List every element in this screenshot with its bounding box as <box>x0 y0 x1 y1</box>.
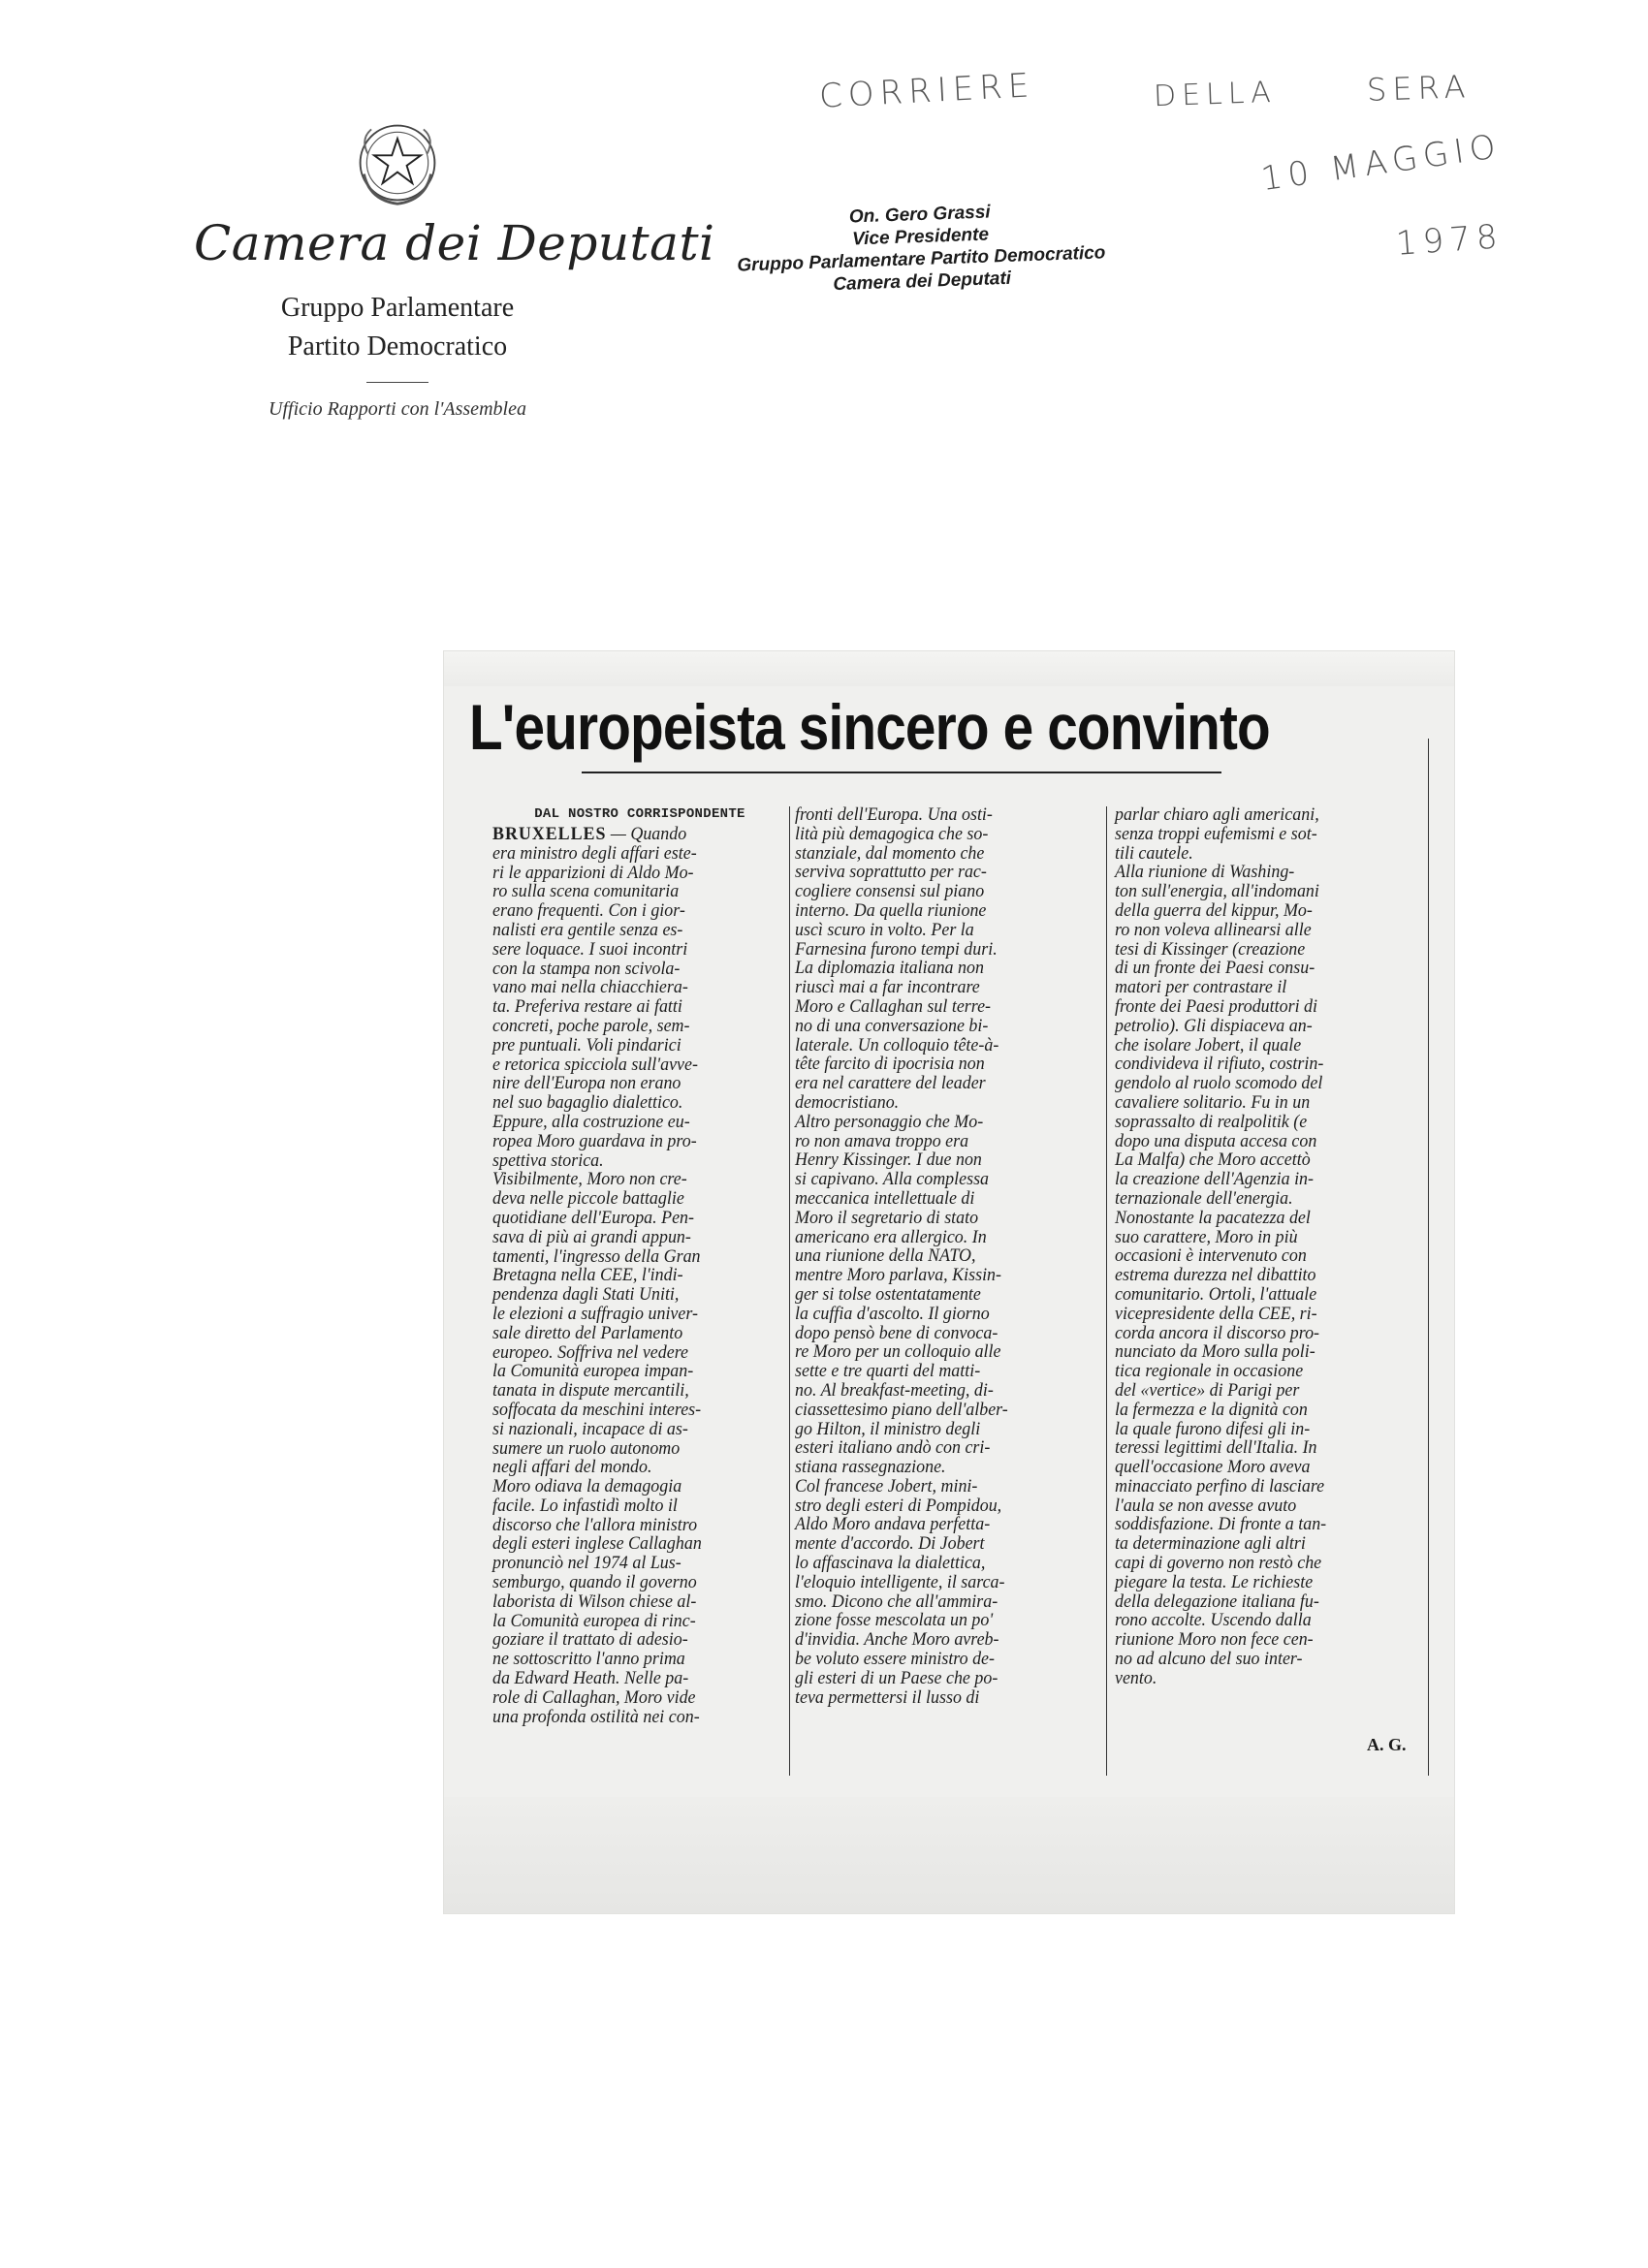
column-line: era ministro degli affari este- <box>492 843 697 864</box>
column-line: serviva soprattutto per rac- <box>795 863 987 883</box>
column-line: riunione Moro non fece cen- <box>1115 1630 1314 1651</box>
column-line: laborista di Wilson chiese al- <box>492 1591 697 1612</box>
column-line: quell'occasione Moro aveva <box>1115 1458 1311 1478</box>
newspaper-clipping <box>444 651 1454 1913</box>
column-line: ton sull'energia, all'indomani <box>1115 882 1319 902</box>
column-line: cogliere consensi sul piano <box>795 882 985 902</box>
column-line: quotidiane dell'Europa. Pen- <box>492 1208 695 1228</box>
column-line: La Malfa) che Moro accettò <box>1115 1150 1311 1171</box>
column-line: nel suo bagaglio dialettico. <box>492 1093 683 1114</box>
column-line: ta determinazione agli altri <box>1115 1534 1306 1555</box>
column-line: lo affascinava la dialettica, <box>795 1554 986 1574</box>
column-line: la Comunità europea di rinc- <box>492 1611 696 1631</box>
column-line: nunciato da Moro sulla poli- <box>1115 1342 1315 1363</box>
column-line: dopo una disputa accesa con <box>1115 1131 1317 1151</box>
column-line: la Comunità europea impan- <box>492 1362 694 1382</box>
column-line: facile. Lo infastidì molto il <box>492 1496 678 1516</box>
column-line: ger si tolse ostentatamente <box>795 1284 981 1305</box>
handwritten-year: 1978 <box>1394 217 1505 264</box>
column-line: stro degli esteri di Pompidou, <box>795 1496 1002 1516</box>
column-line: nire dell'Europa non erano <box>492 1074 681 1094</box>
column-line: mentre Moro parlava, Kissin- <box>795 1266 1002 1286</box>
column-line: be voluto essere ministro de- <box>795 1650 996 1670</box>
column-line: ro sulla scena comunitaria <box>492 882 680 902</box>
column-line: occasioni è intervenuto con <box>1115 1246 1307 1267</box>
column-line: role di Callaghan, Moro vide <box>492 1687 696 1708</box>
column-line: Col francese Jobert, mini- <box>795 1476 978 1496</box>
column-line: lità più demagogica che so- <box>795 824 989 844</box>
column-line: Moro odiava la demagogia <box>492 1477 682 1497</box>
column-line: petrolio). Gli dispiaceva an- <box>1115 1016 1313 1036</box>
column-line: del «vertice» di Parigi per <box>1115 1380 1300 1401</box>
column-line: gli esteri di un Paese che po- <box>795 1668 998 1688</box>
column-line: ta. Preferiva restare ai fatti <box>492 997 682 1018</box>
column-line: che isolare Jobert, il quale <box>1115 1035 1302 1055</box>
column-line: — Quando <box>610 825 687 844</box>
column-line: della delegazione italiana fu- <box>1115 1591 1319 1612</box>
column-line: corda ancora il discorso pro- <box>1115 1323 1320 1343</box>
column-line: rono accolte. Uscendo dalla <box>1115 1611 1312 1631</box>
column-line: Bretagna nella CEE, l'indi- <box>492 1266 683 1286</box>
column-line: tanata in dispute mercantili, <box>492 1381 689 1402</box>
column-line: no ad alcuno del suo inter- <box>1115 1650 1303 1670</box>
column-line: laterale. Un colloquio tête-à- <box>795 1035 999 1055</box>
column-line: pronunciò nel 1974 al Lus- <box>492 1554 681 1574</box>
column-divider <box>789 806 790 1776</box>
column-line <box>492 826 778 845</box>
handwritten-della: DELLA <box>1153 75 1278 114</box>
column-line: sette e tre quarti del matti- <box>795 1362 981 1382</box>
column-line: ri le apparizioni di Aldo Mo- <box>492 863 694 883</box>
clipping-torn-top <box>444 651 1454 686</box>
column-line: soprassalto di realpolitik (e <box>1115 1112 1308 1132</box>
column-line: soddisfazione. Di fronte a tan- <box>1115 1515 1327 1535</box>
column-line: l'eloquio intelligente, il sarca- <box>795 1572 1005 1592</box>
column-line: soffocata da meschini interes- <box>492 1400 702 1420</box>
column-line: Farnesina furono tempi duri. <box>795 939 998 960</box>
letterhead <box>194 116 715 421</box>
column-line: la cuffia d'ascolto. Il giorno <box>795 1304 990 1324</box>
column-line: la quale furono difesi gli in- <box>1115 1419 1311 1439</box>
vp-group: Gruppo Parlamentare Partito Democratico <box>737 242 1106 276</box>
column-line: l'aula se non avesse avuto <box>1115 1496 1297 1516</box>
column-line: tica regionale in occasione <box>1115 1362 1304 1382</box>
column-line: Visibilmente, Moro non cre- <box>492 1170 687 1190</box>
column-line: negli affari del mondo. <box>492 1458 652 1478</box>
column-line: ro non voleva allinearsi alle <box>1115 920 1312 940</box>
column-line: piegare la testa. Le richieste <box>1115 1572 1314 1592</box>
column-line: re Moro per un colloquio alle <box>795 1342 1001 1363</box>
column-line: da Edward Heath. Nelle pa- <box>492 1669 689 1689</box>
column-line: semburgo, quando il governo <box>492 1573 697 1593</box>
column-line: stiana rassegnazione. <box>795 1458 946 1478</box>
column-line: nalisti era gentile senza es- <box>492 920 683 940</box>
column-line: minacciato perfino di lasciare <box>1115 1476 1325 1496</box>
chamber-name: Camera dei Deputati <box>194 215 715 271</box>
handwritten-date: 10 MAGGIO <box>1258 126 1505 200</box>
column-line: ne sottoscritto l'anno prima <box>492 1650 685 1670</box>
article-column-1 <box>492 826 778 1727</box>
column-line: condivideva il rifiuto, costrin- <box>1115 1055 1324 1075</box>
column-line: parlar chiaro agli americani, <box>1115 805 1319 825</box>
column-line: sale diretto del Parlamento <box>492 1323 683 1343</box>
column-line: stanziale, dal momento che <box>795 843 985 864</box>
column-line: La diplomazia italiana non <box>795 959 984 979</box>
column-line: Eppure, alla costruzione eu- <box>492 1112 690 1132</box>
article-column-2 <box>795 806 1081 1708</box>
vp-role: Vice Presidente <box>851 224 990 250</box>
column-line: estrema durezza nel dibattito <box>1115 1266 1316 1286</box>
column-line: sere loquace. I suoi incontri <box>492 939 688 960</box>
column-line: mente d'accordo. Di Jobert <box>795 1534 985 1555</box>
vp-chamber: Camera dei Deputati <box>833 268 1012 296</box>
column-divider <box>1106 806 1107 1776</box>
column-line: Moro e Callaghan sul terre- <box>795 996 992 1017</box>
column-line: tili cautele. <box>1115 843 1193 864</box>
column-line: Alla riunione di Washing- <box>1115 863 1295 883</box>
column-line: europeo. Soffriva nel vedere <box>492 1342 688 1363</box>
article-column-3 <box>1115 806 1401 1689</box>
handwritten-newspaper: CORRIERE <box>818 66 1036 116</box>
column-line: tesi di Kissinger (creazione <box>1115 939 1306 960</box>
column-line: vento. <box>1115 1668 1157 1688</box>
column-line: erano frequenti. Con i gior- <box>492 901 685 922</box>
column-line: goziare il trattato di adesio- <box>492 1630 688 1651</box>
column-line: tête farcito di ipocrisia non <box>795 1055 985 1075</box>
column-line: ciassettesimo piano dell'alber- <box>795 1400 1008 1420</box>
column-divider <box>1428 739 1429 1776</box>
column-line: tamenti, l'ingresso della Gran <box>492 1246 701 1267</box>
column-line: teressi legittimi dell'Italia. In <box>1115 1438 1317 1459</box>
column-line: una profonda ostilità nei con- <box>492 1707 700 1727</box>
republic-emblem-icon <box>351 116 444 209</box>
column-line: dopo pensò bene di convoca- <box>795 1323 998 1343</box>
column-line: fronte dei Paesi produttori di <box>1115 996 1318 1017</box>
column-line: le elezioni a suffragio univer- <box>492 1304 698 1324</box>
column-line: della guerra del kippur, Mo- <box>1115 900 1313 921</box>
column-line: con la stampa non scivola- <box>492 959 681 979</box>
vice-president-block <box>668 195 1175 301</box>
column-line: e retorica spicciola sull'avve- <box>492 1055 698 1075</box>
column-line: ropea Moro guardava in pro- <box>492 1131 697 1151</box>
column-line: no. Al breakfast-meeting, di- <box>795 1380 994 1401</box>
column-line: senza troppi eufemismi e sot- <box>1115 824 1317 844</box>
column-line: comunitario. Ortoli, l'attuale <box>1115 1284 1317 1305</box>
column-line: Nonostante la pacatezza del <box>1115 1208 1311 1228</box>
column-line: pendenza dagli Stati Uniti, <box>492 1285 680 1306</box>
column-line: no di una conversazione bi- <box>795 1016 989 1036</box>
column-line: teva permettersi il lusso di <box>795 1687 980 1708</box>
column-line: ternazionale dell'energia. <box>1115 1188 1293 1209</box>
column-line: concreti, poche parole, sem- <box>492 1016 690 1036</box>
column-line: meccanica intellettuale di <box>795 1188 975 1209</box>
handwritten-sera: SERA <box>1366 68 1472 109</box>
column-line: si nazionali, incapace di as- <box>492 1419 688 1439</box>
column-line: smo. Dicono che all'ammira- <box>795 1591 998 1612</box>
column-line: uscì scuro in volto. Per la <box>795 920 974 940</box>
column-line: gendolo al ruolo scomodo del <box>1115 1074 1323 1094</box>
column-line: pre puntuali. Voli pindarici <box>492 1035 681 1055</box>
group-line-1: Gruppo Parlamentare <box>280 293 515 323</box>
column-line: sava di più ai grandi appun- <box>492 1227 691 1247</box>
column-line: zione fosse mescolata un po' <box>795 1611 994 1631</box>
article-byline: DAL NOSTRO CORRISPONDENTE <box>534 806 745 822</box>
column-line: esteri italiano andò con cri- <box>795 1438 991 1459</box>
column-line: Moro il segretario di stato <box>795 1208 979 1228</box>
clipping-blank-bottom <box>444 1797 1454 1913</box>
column-line: go Hilton, il ministro degli <box>795 1419 981 1439</box>
column-line: interno. Da quella riunione <box>795 900 987 921</box>
column-line: democristiano. <box>795 1092 900 1113</box>
office-name: Ufficio Rapporti con l'Assemblea <box>269 398 526 420</box>
vp-name: On. Gero Grassi <box>848 202 991 228</box>
column-line: matori per contrastare il <box>1115 978 1287 998</box>
column-line: era nel carattere del leader <box>795 1074 986 1094</box>
column-line: Altro personaggio che Mo- <box>795 1112 984 1132</box>
column-line: la creazione dell'Agenzia in- <box>1115 1170 1315 1190</box>
column-line: d'invidia. Anche Moro avreb- <box>795 1630 999 1651</box>
column-line: suo carattere, Moro in più <box>1115 1227 1298 1247</box>
author-signature: A. G. <box>1367 1735 1407 1754</box>
column-line: ro non amava troppo era <box>795 1131 969 1151</box>
article-dateline: BRUXELLES <box>492 825 607 844</box>
column-line: spettiva storica. <box>492 1150 604 1171</box>
column-line: fronti dell'Europa. Una osti- <box>795 805 993 825</box>
column-line: americano era allergico. In <box>795 1227 987 1247</box>
article-headline: L'europeista sincero e convinto <box>469 691 1270 763</box>
column-line: sumere un ruolo autonomo <box>492 1438 681 1459</box>
column-line: la fermezza e la dignità con <box>1115 1400 1308 1420</box>
column-line: si capivano. Alla complessa <box>795 1170 990 1190</box>
column-line: riuscì mai a far incontrare <box>795 978 980 998</box>
column-line: degli esteri inglese Callaghan <box>492 1534 702 1555</box>
column-line: Henry Kissinger. I due non <box>795 1150 982 1171</box>
column-line: cavaliere solitario. Fu in un <box>1115 1092 1311 1113</box>
headline-rule <box>582 772 1221 773</box>
group-line-2: Partito Democratico <box>287 331 508 362</box>
column-line: vano mai nella chiacchiera- <box>492 978 688 998</box>
column-line: capi di governo non restò che <box>1115 1554 1322 1574</box>
column-line: di un fronte dei Paesi consu- <box>1115 959 1315 979</box>
column-line: una riunione della NATO, <box>795 1246 976 1267</box>
column-line: Aldo Moro andava perfetta- <box>795 1515 991 1535</box>
letterhead-divider <box>366 382 428 383</box>
column-line: deva nelle piccole battaglie <box>492 1189 684 1210</box>
column-line: discorso che l'allora ministro <box>492 1515 698 1535</box>
column-line: vicepresidente della CEE, ri- <box>1115 1304 1317 1324</box>
